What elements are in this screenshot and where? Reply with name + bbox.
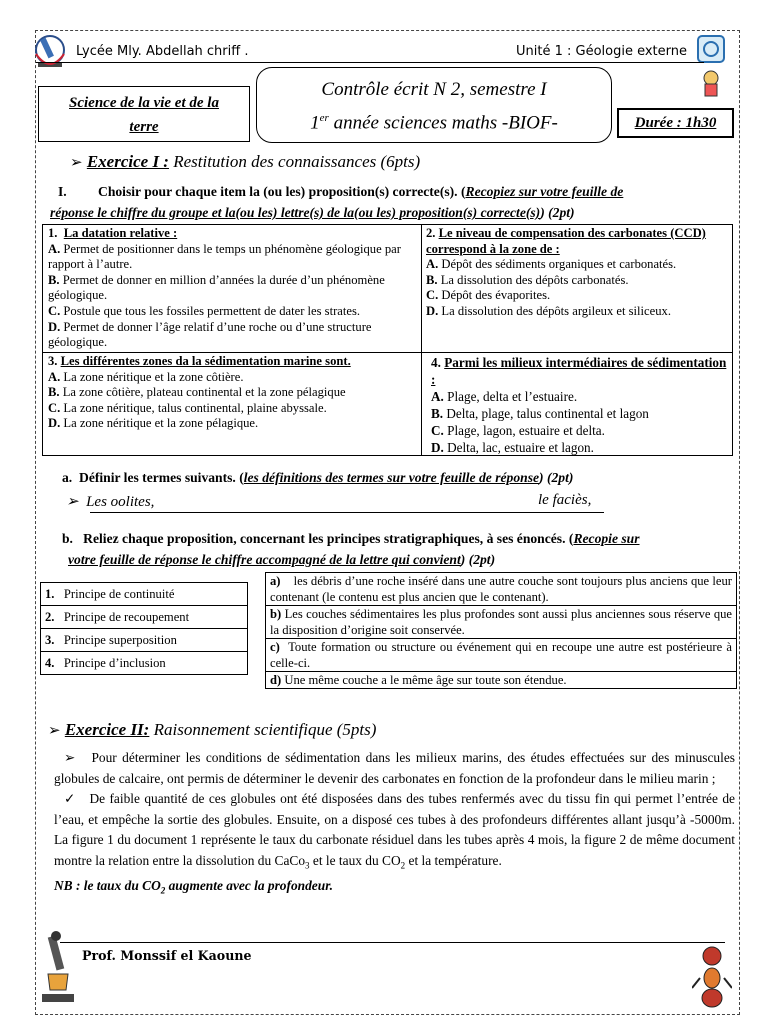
item1-option-a: Permet de positionner dans le temps un phénomène géologique par rapport à l’autre. <box>48 241 401 272</box>
subject-line1: Science de la vie et de la <box>69 95 219 111</box>
exercise2-note: NB : le taux du $CO_2$ augmente avec la profondeur. <box>54 877 334 896</box>
statement-b: Les couches sédimentaires les plus profondes sont aussi plus anciennes sous réserve que la disposition d’origine soit conservée. <box>270 607 733 637</box>
qcm-item-4: 4. Parmi les milieux intermédiaires de sédimentation : A. Plage, delta et l’estuaire. B. Delta, plage, talus continental et lagon C. Plage, lagon, estuaire et delta. D. Delta, lac, estuaire et lagon. <box>431 355 727 455</box>
duration-label: Durée : 1h30 <box>634 115 717 131</box>
author: Prof. Monssif el Kaoune <box>82 948 252 963</box>
statement-d: Une même couche a le même âge sur toute son étendue. <box>284 673 567 687</box>
exercise1-label: Exercice I : <box>86 152 169 171</box>
arrow-bullet-icon: ➢ <box>64 750 76 765</box>
qcm-item-1: 1. La datation relative : A. Permet de positionner dans le temps un phénomène géologique par rapport à l’autre. B. Permet de donner en million d’années la durée d’un phénomène géologique. C. Postule que tous les fossiles permettent de dater les strates. D. Permet de donner l’âge relatif d’une roche ou d’une structure géologique. <box>48 226 401 350</box>
principle-row: 3. Principe superposition <box>41 629 248 652</box>
statement-row: c) Toute formation ou structure ou événement qui en recoupe une autre est postérieure à celle-ci. <box>266 639 737 672</box>
exercise2-title: Raisonnement scientifique (5pts) <box>153 720 377 739</box>
principle-3: Principe superposition <box>63 632 177 647</box>
part-b-instruction-1: Recopie sur <box>573 531 640 546</box>
item4-option-c: Plage, lagon, estuaire et delta. <box>447 423 605 438</box>
exercise2-text <box>54 748 735 901</box>
principle-4: Principe d’inclusion <box>63 655 166 670</box>
part-i-instructions <box>50 181 740 223</box>
part-i-instruction-1: Recopiez sur votre feuille de <box>465 184 624 199</box>
principle-1: Principe de continuité <box>63 586 175 601</box>
part-a-instructions <box>62 470 573 486</box>
part-a-points: ) (2pt) <box>539 470 574 485</box>
statement-a: les débris d’une roche inséré dans une autre couche sont toujours plus anciens que leur contenant (le contenu est plus ancien que le contenant). <box>270 574 732 604</box>
school-name: Lycée Mly. Abdellah chriff . <box>76 44 249 59</box>
item3-option-d: La zone néritique et la zone pélagique. <box>63 416 259 431</box>
term-2: le faciès, <box>538 492 592 508</box>
item2-option-a: Dépôt des sédiments organiques et carbonatés. <box>441 257 677 272</box>
item4-option-a: Plage, delta et l’estuaire. <box>447 389 578 404</box>
exam-title-line1: Contrôle écrit N 2, semestre I <box>321 79 547 100</box>
part-b-number: b. <box>62 531 73 546</box>
part-b-text: Reliez chaque proposition, concernant les principes stratigraphiques, à ses énoncés. ( <box>83 531 574 546</box>
arrow-bullet-icon: ➢ <box>66 494 79 510</box>
exam-title-line2: 1er année sciences maths -BIOF- <box>310 112 558 134</box>
subject-line2: terre <box>129 119 159 135</box>
item1-option-b: Permet de donner en million d’années la durée d’un phénomène géologique. <box>48 272 385 303</box>
app-logo-icon <box>697 35 725 63</box>
part-a-number: a. <box>62 470 73 485</box>
exercise2-heading <box>48 720 376 740</box>
exercise2-paragraph-2: ✓ De faible quantité de ces globules ont été disposées dans des tubes renfermés avec du tissu fin qui permet l’entrée de l’eau, et empêche la sortie des globules. Ensuite, on a disposé ces tubes à des profondeurs différentes allant jusqu’à -5000m. La figure 1 du document 1 représente le taux du carbonate résiduel dans les tubes après 4 mois, la figure 2 de même document montre la relation entre la dissolution du CaCo$_3$ et le taux du $CO_2$ et la température. <box>54 791 735 871</box>
principle-row: 2. Principe de recoupement <box>41 606 248 629</box>
item3-option-b: La zone côtière, plateau continental et la zone pélagique <box>62 385 346 400</box>
exam-title-box <box>256 67 612 143</box>
item2-option-b: La dissolution des dépôts carbonatés. <box>440 272 629 287</box>
part-i-text: Choisir pour chaque item la (ou les) proposition(s) correcte(s). ( <box>98 184 466 199</box>
item1-title: La datation relative : <box>63 226 178 240</box>
answer-line <box>90 512 604 513</box>
header-rule <box>36 62 704 63</box>
unit-title: Unité 1 : Géologie externe <box>516 44 688 59</box>
footer-rule <box>60 942 725 943</box>
part-b-instructions <box>62 528 734 570</box>
statement-row: b) Les couches sédimentaires les plus profondes sont aussi plus anciennes sous réserve que la disposition d’origine soit conservée. <box>266 606 737 639</box>
item2-title: Le niveau de compensation des carbonates (CCD) correspond à la zone de : <box>426 226 706 256</box>
part-i-instruction-2: réponse le chiffre du groupe et la(ou les) lettre(s) de la(ou les) proposition(s) correcte(s) <box>50 205 541 220</box>
part-a-instruction: les définitions des termes sur votre feuille de réponse <box>243 470 540 485</box>
part-i-points: ) (2pt) <box>540 205 575 220</box>
term-1: Les oolites, <box>86 494 155 510</box>
exercise2-paragraph-1: ➢ Pour déterminer les conditions de sédimentation dans les milieux marins, des études effectuées sur des minuscules globules de calcaire, ont permis de déterminer le devenir des carbonates en fonction de la profondeur dans le milieu marin ; <box>54 750 735 786</box>
exercise2-label: Exercice II: <box>64 720 150 739</box>
item3-option-c: La zone néritique, talus continental, plaine abyssale. <box>63 400 327 415</box>
ant-mascot-icon <box>692 942 732 1012</box>
check-bullet-icon: ✓ <box>64 791 77 806</box>
item1-option-c: Postule que tous les fossiles permettent de dater les strates. <box>63 303 360 318</box>
microscope-icon <box>38 930 78 1010</box>
part-b-points: ) (2pt) <box>460 552 496 567</box>
exercise1-title: Restitution des connaissances (6pts) <box>173 152 421 171</box>
statements-table <box>265 572 737 689</box>
principle-2: Principe de recoupement <box>63 609 190 624</box>
term-1-line <box>66 492 154 511</box>
arrow-bullet-icon: ➢ <box>70 155 83 171</box>
item3-title: Les différentes zones da la sédimentation marine sont. <box>60 354 351 368</box>
statement-row: a) les débris d’une roche inséré dans une autre couche sont toujours plus anciens que leur contenant (le contenu est plus ancien que le contenant). <box>266 573 737 606</box>
exercise1-heading <box>70 152 420 172</box>
item4-option-b: Delta, plage, talus continental et lagon <box>446 406 649 421</box>
item4-option-d: Delta, lac, estuaire et lagon. <box>447 440 594 455</box>
part-b-instruction-2: votre feuille de réponse le chiffre accompagné de la lettre qui convient <box>68 552 461 567</box>
item1-option-d: Permet de donner l’âge relatif d’une roche ou d’une structure géologique. <box>48 319 372 350</box>
microscope-logo-icon <box>30 30 70 75</box>
item3-option-a: La zone néritique et la zone côtière. <box>63 369 244 384</box>
statement-c: Toute formation ou structure ou événement qui en recoupe une autre est postérieure à celle-ci. <box>270 640 732 670</box>
part-i-number: I. <box>58 184 67 199</box>
item2-option-d: La dissolution des dépôts argileux et siliceux. <box>441 303 671 318</box>
principles-table <box>40 582 248 675</box>
principle-row: 4. Principe d’inclusion <box>41 652 248 675</box>
qcm-item-2: 2. Le niveau de compensation des carbonates (CCD) correspond à la zone de : A. Dépôt des sédiments organiques et carbonatés. B. La dissolution des dépôts carbonatés. C. Dépôt des évaporites. D. La dissolution des dépôts argileux et siliceux. <box>426 226 706 318</box>
part-a-text: Définir les termes suivants. ( <box>79 470 244 485</box>
arrow-bullet-icon: ➢ <box>48 723 61 739</box>
subject-box <box>38 86 250 142</box>
item2-option-c: Dépôt des évaporites. <box>441 288 551 303</box>
cartoon-figure-icon <box>695 68 727 100</box>
principle-row: 1. Principe de continuité <box>41 583 248 606</box>
qcm-item-3: 3. Les différentes zones da la sédimentation marine sont. A. La zone néritique et la zone côtière. B. La zone côtière, plateau continental et la zone pélagique C. La zone néritique, talus continental, plaine abyssale. D. La zone néritique et la zone pélagique. <box>48 354 351 431</box>
duration-box <box>617 108 734 138</box>
statement-row: d) Une même couche a le même âge sur toute son étendue. <box>266 672 737 689</box>
item4-title: Parmi les milieux intermédiaires de sédimentation : <box>431 355 727 387</box>
